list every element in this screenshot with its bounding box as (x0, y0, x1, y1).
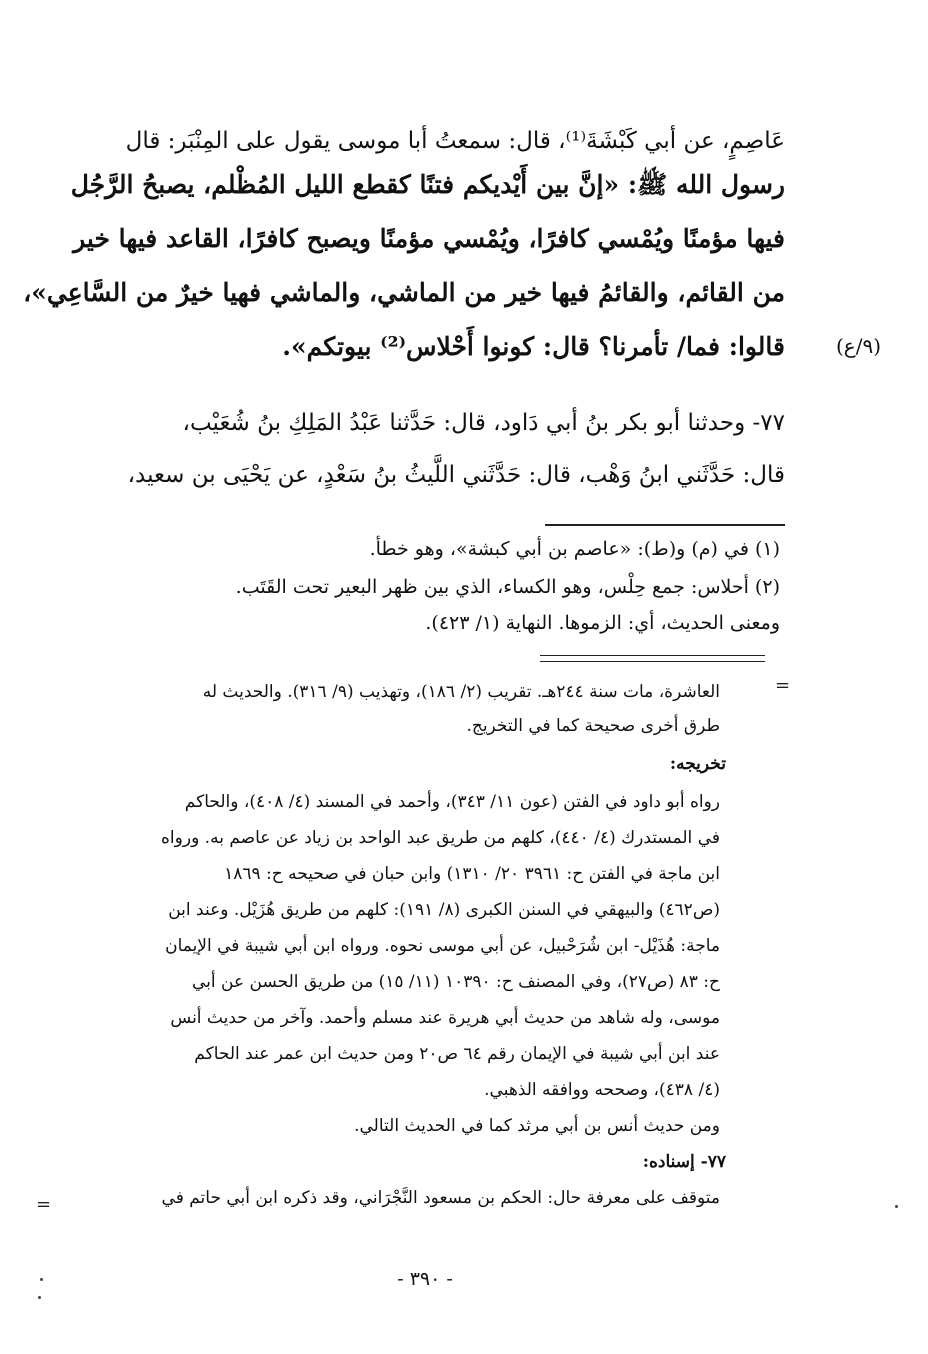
footnote-2: (٢) أحلاس: جمع حِلْس، وهو الكساء، الذي بين ظهر البعير تحت القَتَب. (235, 576, 780, 598)
commentary-line: موسى، وله شاهد من حديث أبي هريرة عند مسلم وأحمد. وآخر من حديث أنس (170, 1008, 720, 1028)
section-heading-takhrij: تخريجه: (669, 754, 726, 774)
main-text-line: رسول الله ﷺ: «إنَّ بين أَيْديكم فتنًا كقطع الليل المُظْلم، يصبحُ الرَّجُل (70, 170, 785, 199)
commentary-line: طرق أخرى صحيحة كما في التخريج. (466, 716, 720, 736)
main-text-line: فيها مؤمنًا ويُمْسي كافرًا، ويُمْسي مؤمنًا ويصبح كافرًا، القاعد فيها خير (73, 224, 785, 253)
main-text-line: قالوا: فما/ تأمرنا؟ قال: كونوا أَحْلاس⁽²⁾ بيوتكم». (282, 332, 785, 361)
footnote-1: (١) في (م) و(ط): «عاصم بن أبي كبشة»، وهو خطأ. (369, 538, 780, 560)
hadith-77-line: قال: حَدَّثَني ابنُ وَهْب، قال: حَدَّثَني اللَّيثُ بنُ سَعْدٍ، عن يَحْيَى بن سعيد، (127, 462, 785, 488)
footnote-2-continued: ومعنى الحديث، أي: الزموها. النهاية (١/ ٤٢٣). (425, 612, 780, 634)
main-text (23, 120, 785, 380)
footnotes (235, 532, 780, 650)
main-text-line: عَاصِمٍ، عن أبي كَبْشَةَ⁽¹⁾، قال: سمعتُ أبا موسى يقول على المِنْبَر: قال (125, 128, 785, 154)
section-heading-isnad: ٧٧- إسناده: (642, 1152, 726, 1172)
scan-speck (38, 1296, 41, 1299)
commentary-line: رواه أبو داود في الفتن (عون ١١/ ٣٤٣)، وأحمد في المسند (٤/ ٤٠٨)، والحاكم (184, 792, 720, 812)
main-text-line: من القائم، والقائمُ فيها خير من الماشي، والماشي فهيا خيرٌ من السَّاعِي»، (23, 278, 785, 307)
continuation-mark: = (775, 675, 791, 696)
commentary-line: عند ابن أبي شيبة في الإيمان رقم ٦٤ ص٢٠ ومن حديث ابن عمر عند الحاكم (194, 1044, 720, 1064)
commentary (88, 676, 726, 1236)
footnote-separator (545, 524, 785, 526)
page-number: - ٣٩٠ - (397, 1268, 453, 1290)
commentary-line: متوقف على معرفة حال: الحكم بن مسعود النَّجْرَاني، وقد ذكره ابن أبي حاتم في (161, 1188, 720, 1208)
continuation-mark: = (36, 1194, 52, 1215)
scan-speck (40, 1278, 43, 1281)
double-divider (540, 655, 765, 662)
commentary-line: ومن حديث أنس بن أبي مرثد كما في الحديث التالي. (354, 1116, 720, 1136)
hadith-77 (120, 402, 785, 502)
manuscript-folio-ref: (٩/ع) (836, 334, 882, 358)
commentary-line: ماجة: هُذَيْل- ابن شُرَحْبيل، عن أبي موسى نحوه. ورواه ابن أبي شيبة في الإيمان (165, 936, 720, 956)
commentary-line: العاشرة، مات سنة ٢٤٤هـ. تقريب (٢/ ١٨٦)، وتهذيب (٩/ ٣١٦). والحديث له (202, 682, 720, 702)
scan-speck (895, 1205, 898, 1208)
commentary-line: ابن ماجة في الفتن ح: ٣٩٦١ ٢٠/ ١٣١٠) وابن حبان في صحيحه ح: ١٨٦٩ (224, 864, 720, 884)
commentary-line: (٤/ ٤٣٨)، وصححه ووافقه الذهبي. (484, 1080, 720, 1100)
commentary-line: ح: ٨٣ (ص٢٧)، وفي المصنف ح: ١٠٣٩٠ (١١/ ١٥) من طريق الحسن عن أبي (192, 972, 720, 992)
commentary-line: في المستدرك (٤/ ٤٤٠)، كلهم من طريق عبد الواحد بن زياد عن عاصم به. ورواه (161, 828, 720, 848)
commentary-line: (ص٤٦٢) والبيهقي في السنن الكبرى (٨/ ١٩١): كلهم من طريق هُزَيْل. وعند ابن (168, 900, 720, 920)
hadith-77-line: ٧٧- وحدثنا أبو بكر بنُ أبي دَاود، قال: حَدَّثنا عَبْدُ المَلِكِ بنُ شُعَيْب، (182, 410, 785, 436)
